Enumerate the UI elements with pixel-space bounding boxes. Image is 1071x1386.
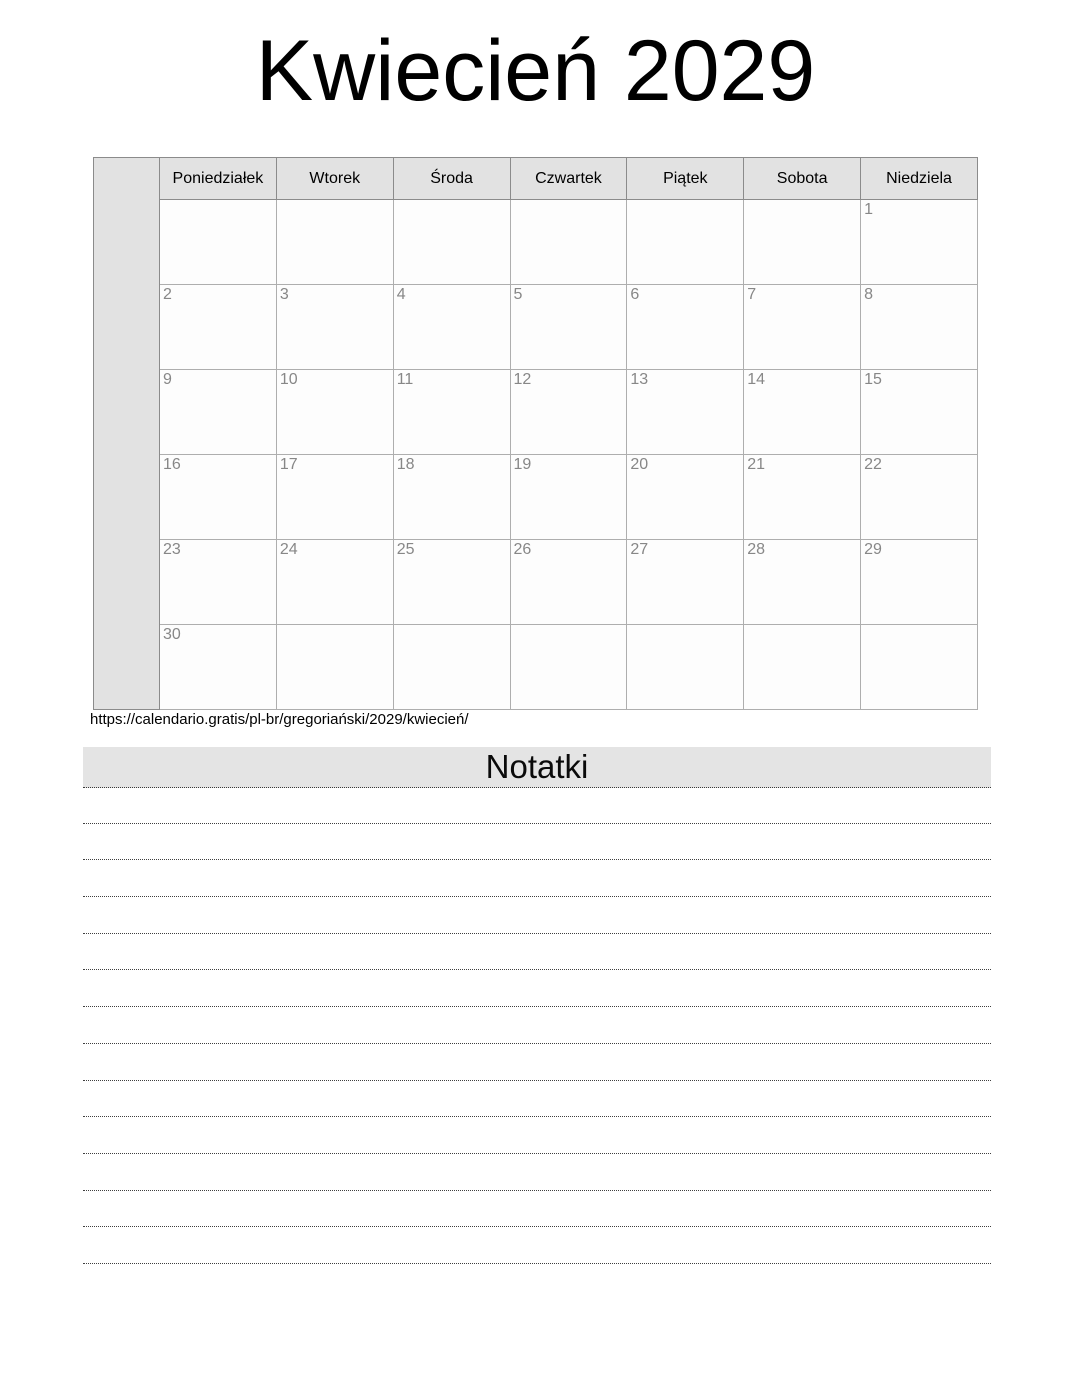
day-cell-2: 2 [160,285,277,370]
day-cell-21: 21 [744,455,861,540]
day-cell-19: 19 [510,455,627,540]
note-line [83,1154,991,1191]
week-row [94,540,978,625]
weekday-header-1: Wtorek [276,158,393,200]
page-title: Kwiecień 2029 [255,23,816,119]
note-line [83,1044,991,1081]
weekday-header-row [94,158,978,200]
note-line [83,970,991,1007]
day-cell-12: 12 [510,370,627,455]
week-row [94,285,978,370]
day-cell-7: 7 [744,285,861,370]
day-cell-empty [510,625,627,710]
weekday-header-5: Sobota [744,158,861,200]
day-cell-26: 26 [510,540,627,625]
day-cell-29: 29 [861,540,978,625]
note-line [83,1191,991,1228]
day-cell-20: 20 [627,455,744,540]
day-cell-8: 8 [861,285,978,370]
day-cell-17: 17 [276,455,393,540]
note-line [83,934,991,971]
day-cell-empty [160,200,277,285]
note-line [83,824,991,861]
notes-header-bar [83,747,991,788]
day-cell-3: 3 [276,285,393,370]
calendar-body [94,158,978,710]
day-cell-empty [744,200,861,285]
weekday-header-2: Środa [393,158,510,200]
calendar-table [93,157,978,710]
day-cell-empty [393,200,510,285]
day-cell-18: 18 [393,455,510,540]
day-cell-10: 10 [276,370,393,455]
day-cell-empty [744,625,861,710]
day-cell-1: 1 [861,200,978,285]
weekday-header-4: Piątek [627,158,744,200]
notes-lines-area [83,787,991,1264]
week-row [94,370,978,455]
day-cell-empty [627,625,744,710]
calendar-left-gutter [94,158,160,710]
notes-title: Notatki [485,748,589,785]
note-line [83,1117,991,1154]
day-cell-4: 4 [393,285,510,370]
day-cell-empty [510,200,627,285]
day-cell-empty [393,625,510,710]
day-cell-25: 25 [393,540,510,625]
note-line [83,1007,991,1044]
day-cell-13: 13 [627,370,744,455]
day-cell-empty [276,625,393,710]
weekday-header-6: Niedziela [861,158,978,200]
day-cell-6: 6 [627,285,744,370]
day-cell-24: 24 [276,540,393,625]
day-cell-22: 22 [861,455,978,540]
weekday-header-0: Poniedziałek [160,158,277,200]
note-line [83,1081,991,1118]
day-cell-empty [627,200,744,285]
day-cell-27: 27 [627,540,744,625]
day-cell-14: 14 [744,370,861,455]
day-cell-5: 5 [510,285,627,370]
note-line [83,787,991,824]
day-cell-empty [276,200,393,285]
source-url: https://calendario.gratis/pl-br/gregoriański/2029/kwiecień/ [90,711,469,728]
day-cell-30: 30 [160,625,277,710]
day-cell-9: 9 [160,370,277,455]
note-line [83,860,991,897]
week-row [94,625,978,710]
day-cell-28: 28 [744,540,861,625]
weekday-header-3: Czwartek [510,158,627,200]
week-row [94,455,978,540]
day-cell-empty [861,625,978,710]
note-line [83,1227,991,1264]
day-cell-15: 15 [861,370,978,455]
note-line [83,897,991,934]
week-row [94,200,978,285]
day-cell-16: 16 [160,455,277,540]
day-cell-23: 23 [160,540,277,625]
day-cell-11: 11 [393,370,510,455]
